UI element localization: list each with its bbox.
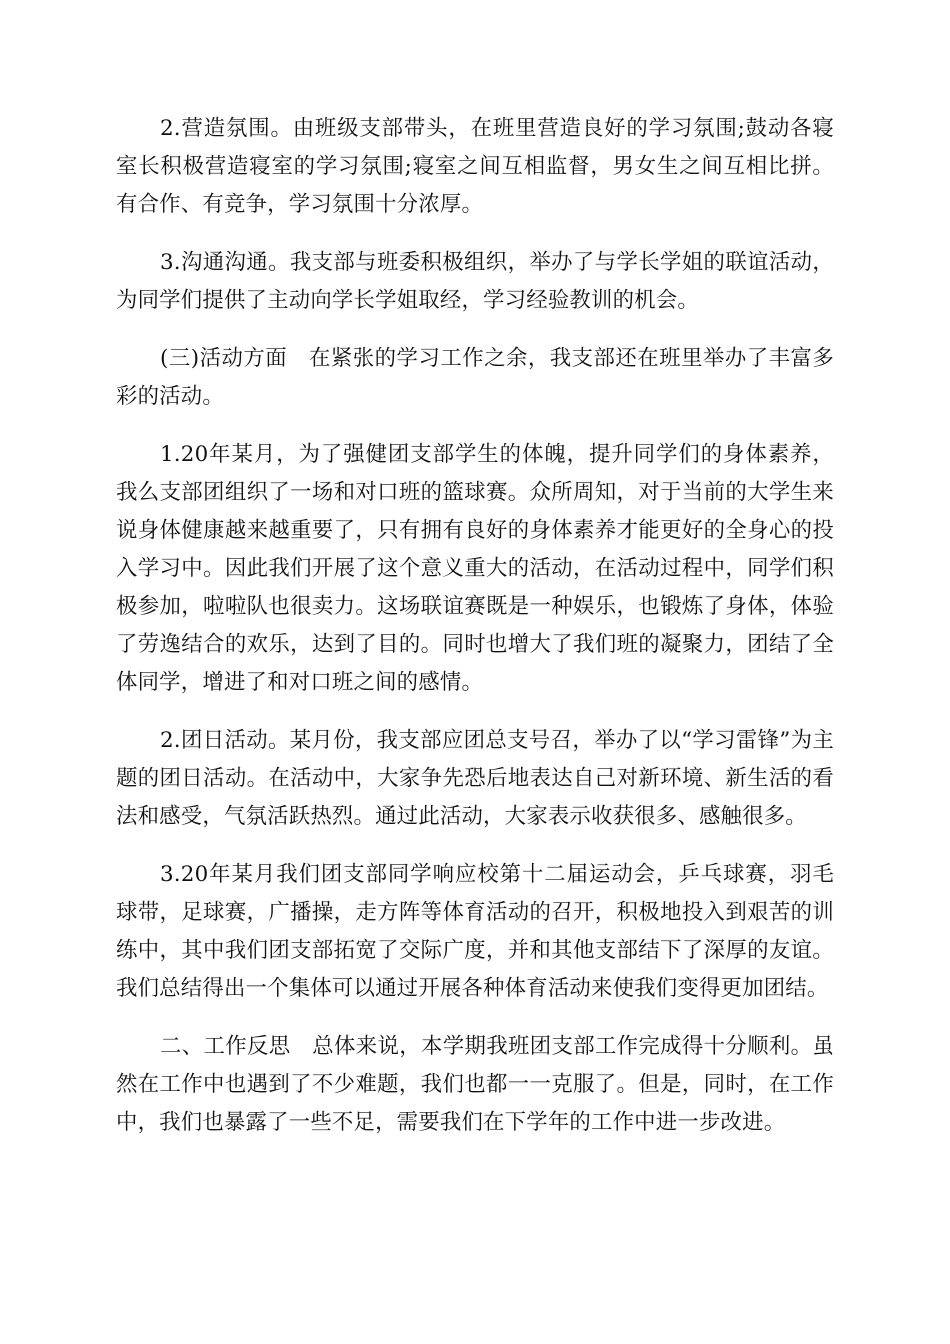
paragraph-activities-heading: (三)活动方面 在紧张的学习工作之余，我支部还在班里举办了丰富多彩的活动。: [116, 346, 834, 409]
paragraph-communication: 3.沟通沟通。我支部与班委积极组织，举办了与学长学姐的联谊活动，为同学们提供了主动向学长学姐取经，学习经验教训的机会。: [116, 250, 834, 313]
paragraph-league-day: 2.团日活动。某月份，我支部应团总支号召，举办了以“学习雷锋”为主题的团日活动。在活动中，大家争先恐后地表达自己对新环境、新生活的看法和感受，气氛活跃热烈。通过此活动，大家表示收获很多、感触很多。: [116, 728, 834, 829]
paragraph-basketball-game: 1.20年某月，为了强健团支部学生的体魄，提升同学们的身体素养，我么支部团组织了一场和对口班的篮球赛。众所周知，对于当前的大学生来说身体健康越来越重要了，只有拥有良好的身体素养才能更好的全身心的投入学习中。因此我们开展了这个意义重大的活动，在活动过程中，同学们积极参加，啦啦队也很卖力。这场联谊赛既是一种娱乐，也锻炼了身体，体验了劳逸结合的欢乐，达到了目的。同时也增大了我们班的凝聚力，团结了全体同学，增进了和对口班之间的感情。: [116, 442, 834, 695]
paragraph-sports-meet: 3.20年某月我们团支部同学响应校第十二届运动会，乒乓球赛，羽毛球带，足球赛，广播操，走方阵等体育活动的召开，积极地投入到艰苦的训练中，其中我们团支部拓宽了交际广度，并和其他支部结下了深厚的友谊。我们总结得出一个集体可以通过开展各种体育活动来使我们变得更加团结。: [116, 862, 834, 1001]
document-body: [116, 110, 834, 1162]
paragraph-atmosphere: 2.营造氛围。由班级支部带头，在班里营造良好的学习氛围;鼓动各寝室长积极营造寝室的学习氛围;寝室之间互相监督，男女生之间互相比拼。有合作、有竞争，学习氛围十分浓厚。: [116, 116, 834, 217]
paragraph-work-reflection: 二、工作反思 总体来说，本学期我班团支部工作完成得十分顺利。虽然在工作中也遇到了不少难题，我们也都一一克服了。但是，同时，在工作中，我们也暴露了一些不足，需要我们在下学年的工作中进一步改进。: [116, 1034, 834, 1135]
